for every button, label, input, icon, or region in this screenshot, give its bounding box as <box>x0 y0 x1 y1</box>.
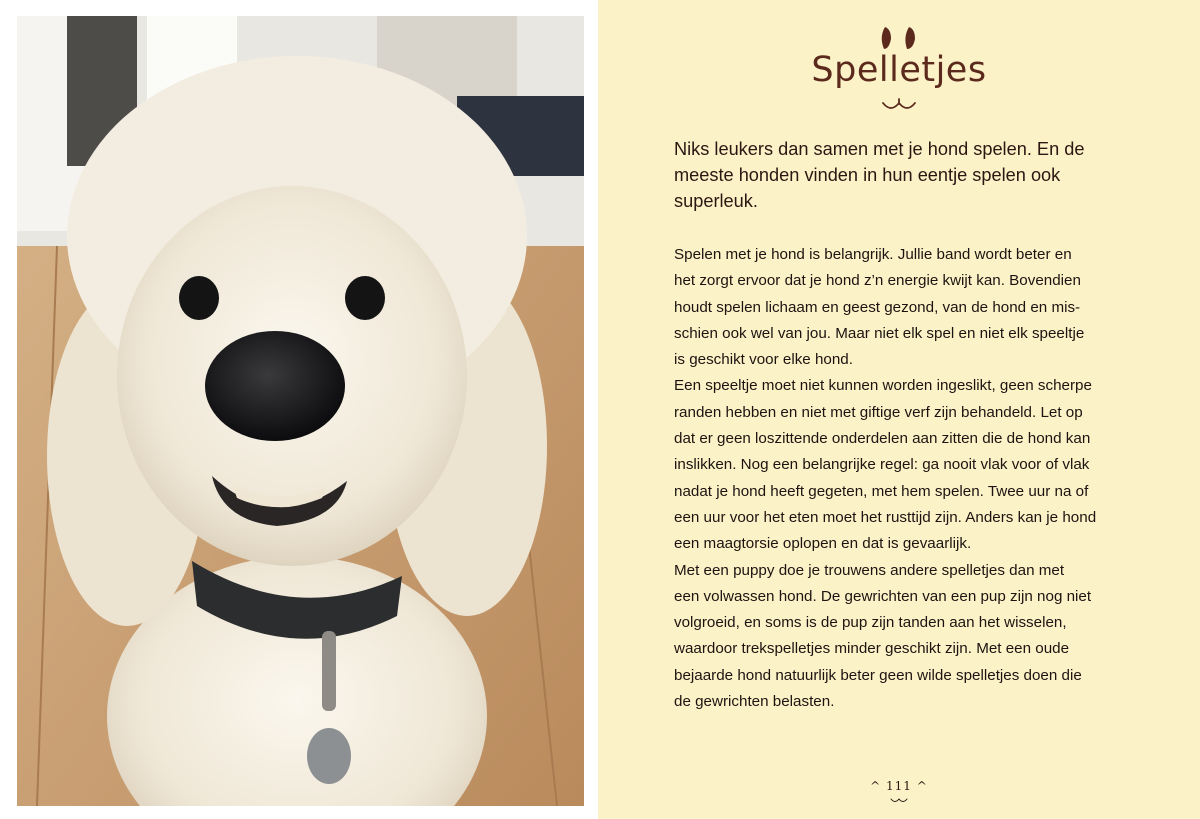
right-eye <box>345 276 385 320</box>
body-line: inslikken. Nog een belangrijke regel: ga nooit vlak voor of vlak <box>674 456 1090 474</box>
dog-nose <box>205 331 345 441</box>
dog-ears-icon <box>879 25 919 51</box>
body-line: is geschikt voor elke hond. <box>674 351 853 369</box>
poodle-photo <box>17 16 584 806</box>
poodle-illustration <box>17 16 584 806</box>
body-line: het zorgt ervoor dat je hond z’n energie kwijt kan. Bovendien <box>674 272 1081 290</box>
body-line: nadat je hond heeft gegeten, met hem spelen. Twee uur na of <box>674 482 1089 500</box>
body-line: bejaarde hond natuurlijk beter geen wilde spelletjes doen die <box>674 666 1082 684</box>
body-line: Spelen met je hond is belangrijk. Jullie band wordt beter en <box>674 246 1072 263</box>
body-line: Met een puppy doe je trouwens andere spelletjes dan met <box>674 561 1065 579</box>
body-line: houdt spelen lichaam en geest gezond, van de hond en mis- <box>674 298 1081 316</box>
body-line: schien ook wel van jou. Maar niet elk spel en niet elk speeltje <box>674 324 1085 342</box>
left-eye <box>179 276 219 320</box>
body-line: de gewrichten belasten. <box>674 693 835 711</box>
body-line: een maagtorsie oplopen en dat is gevaarlijk. <box>674 535 972 553</box>
body-line: dat er geen loszittende onderdelen aan zitten die de hond kan <box>674 430 1091 448</box>
collar-ring <box>322 631 336 711</box>
body-line: een volwassen hond. De gewrichten van een pup zijn nog niet <box>674 587 1092 605</box>
page-smile-icon <box>889 797 909 805</box>
body-text <box>674 242 1144 715</box>
body-line: Een speeltje moet niet kunnen worden ingeslikt, geen scherpe <box>674 377 1092 395</box>
right-page <box>598 0 1200 819</box>
body-line: waardoor trekspelletjes minder geschikt zijn. Met een oude <box>674 640 1070 658</box>
body-line: een uur voor het eten moet het rusttijd zijn. Anders kan je hond <box>674 508 1097 526</box>
dog-smile-icon <box>879 97 919 115</box>
intro-paragraph: Niks leukers dan samen met je hond spelen. En de meeste honden vinden in hun eentje spelen ook superleuk. <box>674 139 1085 211</box>
page-title: Spelletjes <box>811 50 987 90</box>
dog-tag <box>307 728 351 784</box>
body-line: randen hebben en niet met giftige verf zijn behandeld. Let op <box>674 403 1083 421</box>
body-line: volgroeid, en soms is de pup zijn tanden aan het wisselen, <box>674 614 1067 632</box>
page-number: ^ 111 ^ <box>870 779 928 793</box>
left-page <box>0 0 598 819</box>
